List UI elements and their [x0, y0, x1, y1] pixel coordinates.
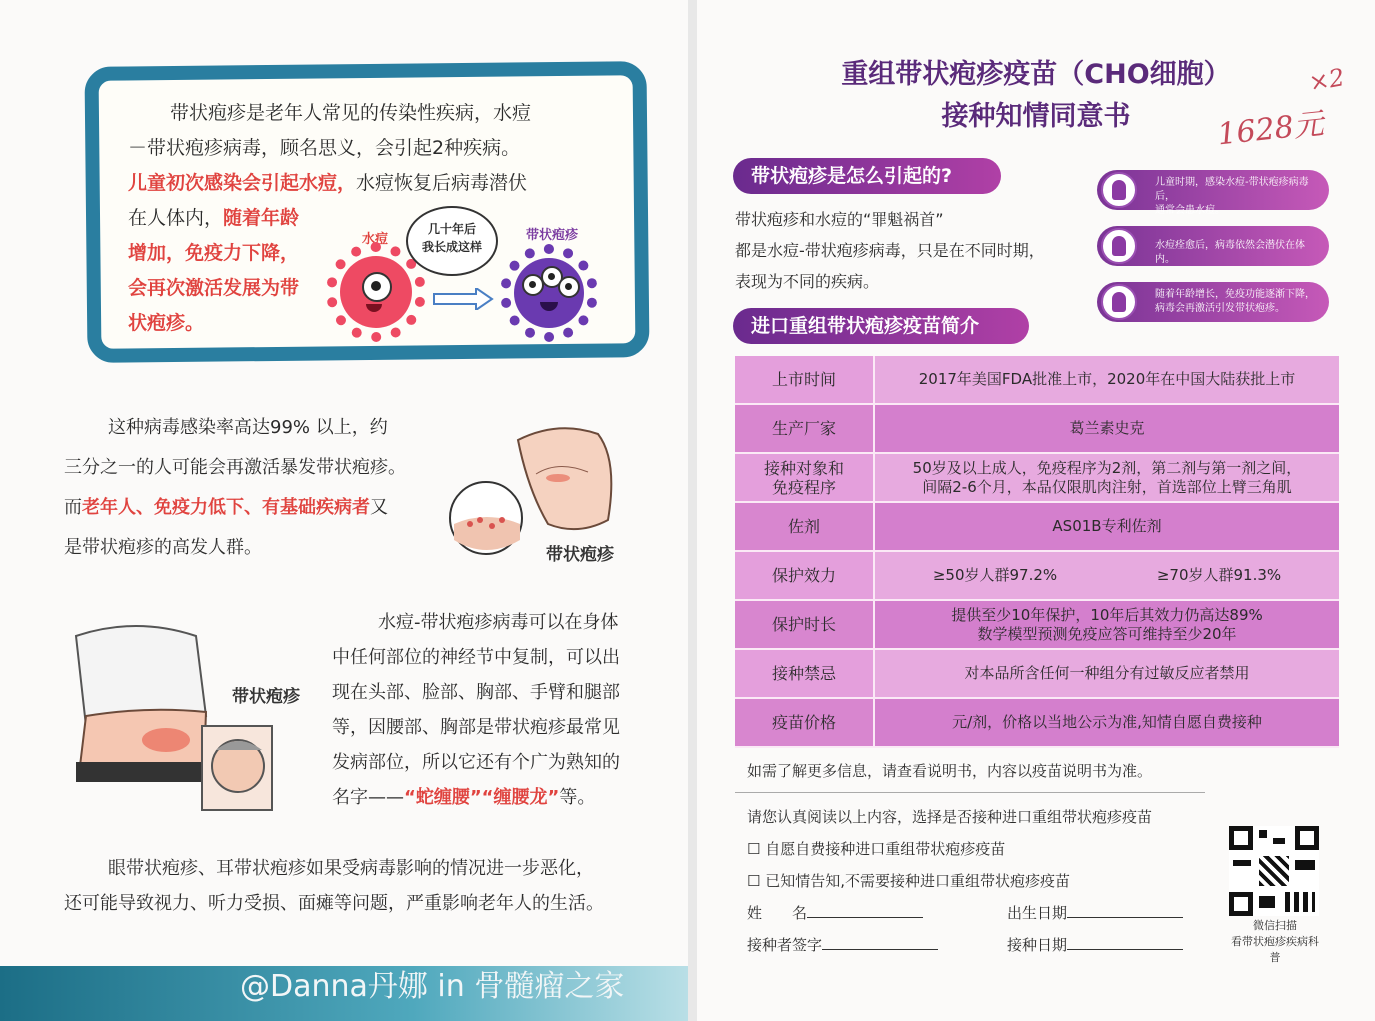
para2-line-3: 现在头部、脸部、胸部、手臂和腿部 — [332, 682, 620, 703]
intro-line-1: 带状疱疹是老年人常见的传染性疾病，水痘 — [170, 102, 532, 124]
intro-line-2: －带状疱疹病毒，顾名思义，会引起2种疾病。 — [128, 137, 521, 159]
purple-virus-illustration — [514, 258, 584, 328]
intro-line-7: 状疱疹。 — [128, 312, 205, 334]
para1-line-1: 这种病毒感染率高达99% 以上，约 — [108, 417, 388, 438]
stage-pill-3: 随着年龄增长，免疫功能逐渐下降， 病毒会再激活引发带状疱疹。 — [1097, 282, 1329, 322]
table-row: 疫苗价格 元/剂，价格以当地公示为准,知情自愿自费接种 — [735, 698, 1339, 747]
intro-line-5: 增加，免疫力下降， — [128, 242, 300, 264]
illustration-label-2: 带状疱疹 — [232, 687, 300, 707]
handwritten-multiplier: ×2 — [1306, 63, 1347, 97]
divider — [735, 792, 1205, 793]
adult-icon — [1101, 228, 1137, 264]
table-row: 接种禁忌 对本品所含任何一种组分有过敏反应者禁用 — [735, 649, 1339, 698]
section-cause-heading: 带状疱疹是怎么引起的? — [733, 158, 1001, 194]
para2-line-1: 水痘-带状疱疹病毒可以在身体 — [378, 612, 619, 633]
intro-line-3: 儿童初次感染会引起水痘，水痘恢复后病毒潜伏 — [128, 172, 528, 194]
handwritten-price: 1628元 — [1215, 106, 1326, 153]
illustration-label-1: 带状疱疹 — [546, 545, 614, 565]
option-self-pay[interactable]: ☐ 自愿自费接种进口重组带状疱疹疫苗 — [747, 840, 1006, 858]
section-vaccine-heading: 进口重组带状疱疹疫苗简介 — [733, 308, 1029, 344]
intro-line-6: 会再次激活发展为带 — [128, 277, 300, 299]
label-varicella: 水痘 — [362, 232, 389, 247]
cause-line-1: 带状疱疹和水痘的“罪魁祸首” — [735, 210, 944, 229]
para2-line-5: 发病部位，所以它还有个广为熟知的 — [332, 752, 620, 773]
stage-pill-2: 水痘痊愈后，病毒依然会潜伏在体内。 — [1097, 226, 1329, 266]
para2-line-6: 名字——“蛇缠腰”“缠腰龙”等。 — [332, 787, 596, 808]
table-row: 接种对象和 免疫程序 50岁及以上成人，免疫程序为2剂，第二剂与第一剂之间， 间隔2-6个月，本品仅限肌肉注射，首选部位上臂三角肌 — [735, 453, 1339, 502]
qr-code[interactable] — [1229, 826, 1319, 916]
red-virus-illustration — [340, 256, 412, 328]
name-field[interactable]: 姓 名 — [747, 898, 923, 929]
stage-pill-1: 儿童时期，感染水痘-带状疱疹病毒后， 通常会患水痘。 — [1097, 170, 1329, 210]
table-row: 保护时长 提供至少10年保护，10年后其效力仍高达89% 数学模型预测免疫应答可维持至少20年 — [735, 600, 1339, 649]
arrow-icon — [432, 288, 494, 304]
table-row: 上市时间 2017年美国FDA批准上市，2020年在中国大陆获批上市 — [735, 356, 1339, 404]
right-page — [697, 0, 1375, 1021]
choose-text: 请您认真阅读以上内容，选择是否接种进口重组带状疱疹疫苗 — [747, 808, 1153, 826]
para1-line-3: 而老年人、免疫力低下、有基础疾病者又 — [64, 497, 388, 518]
checkbox[interactable]: ☐ — [747, 872, 766, 890]
form-title-line-2: 接种知情同意书 — [941, 101, 1131, 132]
para2-line-4: 等，因腰部、胸部是带状疱疹最常见 — [332, 717, 620, 738]
table-row: 佐剂 AS01B专利佐剂 — [735, 502, 1339, 551]
para3-line-2: 还可能导致视力、听力受损、面瘫等问题，严重影响老年人的生活。 — [64, 893, 604, 914]
option-decline[interactable]: ☐ 已知情告知,不需要接种进口重组带状疱疹疫苗 — [747, 872, 1070, 890]
watermark-text: @Danna丹娜 in 骨髓瘤之家 — [240, 969, 625, 1004]
more-info-text: 如需了解更多信息，请查看说明书，内容以疫苗说明书为准。 — [747, 762, 1153, 780]
para1-line-4: 是带状疱疹的高发人群。 — [64, 537, 262, 558]
elderly-icon — [1101, 284, 1137, 320]
para1-line-2: 三分之一的人可能会再激活暴发带状疱疹。 — [64, 457, 406, 478]
date-field[interactable]: 接种日期 — [1007, 930, 1183, 961]
dob-field[interactable]: 出生日期 — [1007, 898, 1183, 929]
cause-line-2: 都是水痘-带状疱疹病毒，只是在不同时期， — [735, 241, 1045, 260]
table-row: 保护效力 ≥50岁人群97.2% ≥70岁人群91.3% — [735, 551, 1339, 600]
speech-bubble: 几十年后 我长成这样 — [406, 206, 498, 276]
form-title-line-1: 重组带状疱疹疫苗（CHO细胞） — [841, 59, 1231, 90]
child-icon — [1101, 172, 1137, 208]
signature-field[interactable]: 接种者签字 — [747, 930, 938, 961]
qr-caption: 微信扫描 看带状疱疹疾病科普 — [1231, 919, 1319, 964]
waist-rash-illustration — [66, 616, 286, 816]
label-zoster: 带状疱疹 — [526, 228, 579, 243]
cause-line-3: 表现为不同的疾病。 — [735, 272, 880, 291]
intro-line-4: 在人体内，随着年龄 — [128, 207, 300, 229]
para3-line-1: 眼带状疱疹、耳带状疱疹如果受病毒影响的情况进一步恶化， — [108, 858, 594, 879]
back-rash-illustration — [448, 420, 638, 560]
para2-line-2: 中任何部位的神经节中复制，可以出 — [332, 647, 620, 668]
vaccine-info-table — [735, 356, 1339, 748]
checkbox[interactable]: ☐ — [747, 840, 766, 858]
table-row: 生产厂家 葛兰素史克 — [735, 404, 1339, 453]
